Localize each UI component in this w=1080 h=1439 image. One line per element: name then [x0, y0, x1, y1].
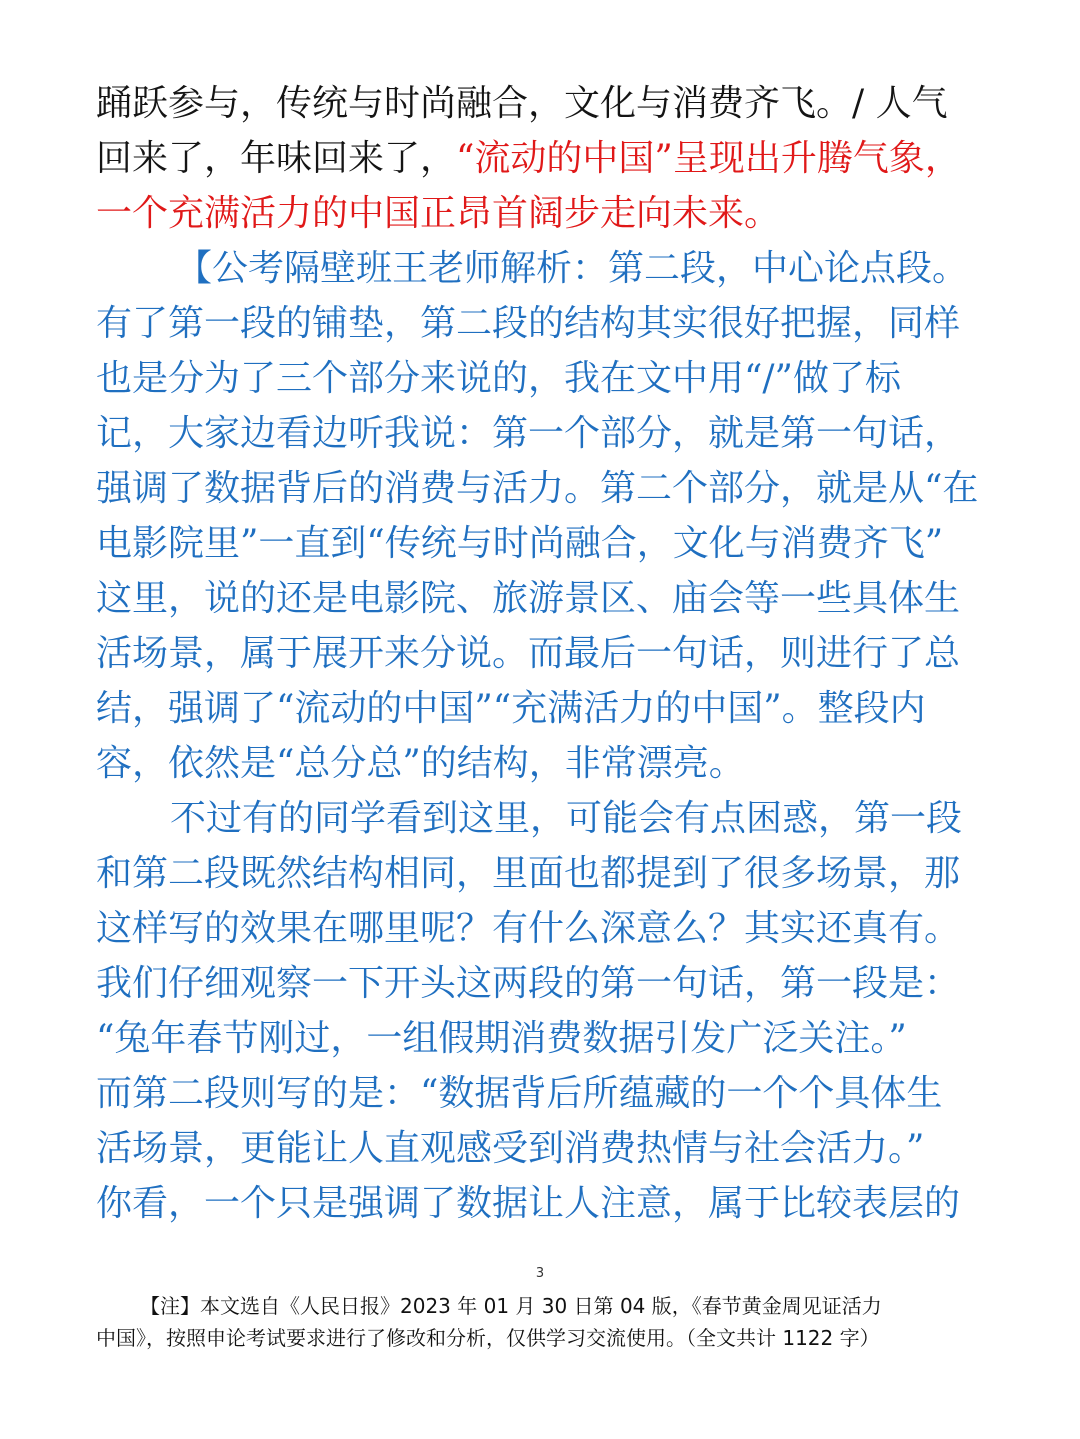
analysis-line: 活场景，更能让人直观感受到消费热情与社会活力。” — [96, 1128, 925, 1169]
analysis-line: 结，强调了“流动的中国”“充满活力的中国”。整段内 — [96, 688, 926, 729]
analysis-line: 也是分为了三个部分来说的，我在文中用“/”做了标 — [96, 358, 901, 399]
footnote-line2: 中国》，按照申论考试要求进行了修改和分析，仅供学习交流使用。（全文共计 1122 字） — [96, 1326, 880, 1350]
analysis-line: 不过有的同学看到这里，可能会有点困惑，第一段 — [170, 798, 963, 839]
para1-line2-black: 回来了，年味回来了， — [96, 138, 457, 179]
page-number: 3 — [535, 1266, 545, 1281]
footnote-line1: 【注】本文选自《人民日报》2023 年 01 月 30 日第 04 版，《春节黄金周见证活力 — [140, 1294, 882, 1318]
analysis-line: 强调了数据背后的消费与活力。第二个部分，就是从“在 — [96, 468, 979, 509]
para1-line3: 一个充满活力的中国正昂首阔步走向未来。 — [96, 193, 781, 234]
analysis-line: 和第二段既然结构相同，里面也都提到了很多场景，那 — [96, 853, 961, 894]
footnote — [96, 1290, 996, 1354]
para1-line1: 踊跃参与，传统与时尚融合，文化与消费齐飞。/ 人气 — [96, 83, 948, 124]
analysis-line: “兔年春节刚过，一组假期消费数据引发广泛关注。” — [96, 1018, 907, 1059]
analysis-paragraph-2 — [96, 791, 988, 1231]
analysis-line: 而第二段则写的是：“数据背后所蕴藏的一个个具体生 — [96, 1073, 943, 1114]
para1-line2 — [96, 131, 988, 186]
para1-line2-red: “流动的中国”呈现出升腾气象， — [456, 138, 961, 179]
analysis-paragraph — [96, 241, 988, 791]
analysis-line: 电影院里”一直到“传统与时尚融合，文化与消费齐飞” — [96, 523, 944, 564]
analysis-line: 这里，说的还是电影院、旅游景区、庙会等一些具体生 — [96, 578, 961, 619]
analysis-line: 我们仔细观察一下开头这两段的第一句话，第一段是： — [96, 963, 961, 1004]
analysis-line: 有了第一段的铺垫，第二段的结构其实很好把握，同样 — [96, 303, 961, 344]
analysis-line: 记，大家边看边听我说：第一个部分，就是第一句话， — [96, 413, 961, 454]
analysis-line: 你看，一个只是强调了数据让人注意，属于比较表层的 — [96, 1183, 961, 1224]
analysis-line: 活场景，属于展开来分说。而最后一句话，则进行了总 — [96, 633, 961, 674]
analysis-line: 容，依然是“总分总”的结构，非常漂亮。 — [96, 743, 745, 784]
article-text — [96, 76, 988, 1231]
analysis-line: 这样写的效果在哪里呢？有什么深意么？其实还真有。 — [96, 908, 961, 949]
analysis-line: 【公考隔壁班王老师解析：第二段，中心论点段。 — [176, 248, 969, 289]
